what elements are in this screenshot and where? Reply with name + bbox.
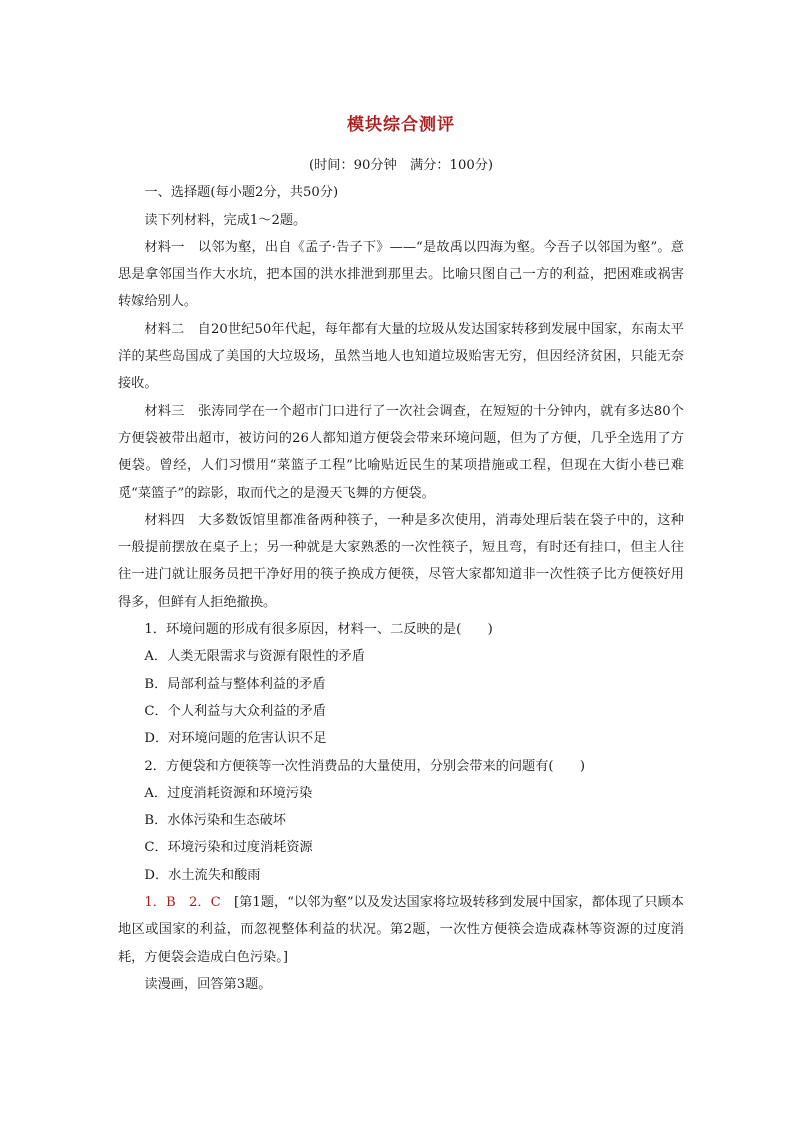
- question-two-option-c: C．环境污染和过度消耗资源: [144, 840, 313, 856]
- answer-explanation: [118, 889, 684, 971]
- question-two-option-a: A．过度消耗资源和环境污染: [144, 785, 313, 801]
- exam-meta: (时间：90分钟 满分：100分): [308, 158, 494, 173]
- material-three: 材料三 张涛同学在一个超市门口进行了一次社会调查，在短短的十分钟内，就有多达80个方便袋被带出超市，被访问的26人都知道方便袋会带来环境问题，但为了方便，几乎全选用了方便袋。曾经，人们习惯用“菜篮子工程”比喻贴近民生的某项措施或工程，但现在大街小巷已难觅“菜篮子”的踪影，取而代之的是漫天飞舞的方便袋。: [118, 403, 684, 501]
- question-one-option-a: A．人类无限需求与资源有限性的矛盾: [144, 649, 365, 665]
- question-one-option-c: C．个人利益与大众利益的矛盾: [144, 703, 326, 719]
- question-two-option-b: B．水体污染和生态破坏: [144, 813, 286, 829]
- instruction-text: 读下列材料，完成1～2题。: [144, 212, 307, 228]
- question-one-option-b: B．局部利益与整体利益的矛盾: [144, 676, 326, 692]
- material-four: 材料四 大多数饭馆里都准备两种筷子，一种是多次使用，消毒处理后装在袋子中的，这种一般提前摆放在桌子上；另一种就是大家熟悉的一次性筷子，短且弯，有时还有挂口，但主人往往一进门就让服务员把干净好用的筷子换成方便筷，尽管大家都知道非一次性筷子比方便筷好用得多，但鲜有人拒绝撤换。: [118, 512, 684, 610]
- question-one-stem: 1．环境问题的形成有很多原因，材料一、二反映的是( ): [144, 622, 493, 638]
- exam-page: [118, 110, 684, 998]
- question-two-option-d: D．水土流失和酸雨: [144, 867, 261, 883]
- question-two-stem: 2．方便袋和方便筷等一次性消费品的大量使用，分别会带来的问题有( ): [144, 758, 586, 774]
- material-two: 材料二 自20世纪50年代起，每年都有大量的垃圾从发达国家转移到发展中国家，东南太平洋的某些岛国成了美国的大垃圾场，虽然当地人也知道垃圾贻害无穷，但因经济贫困，只能无奈接收。: [118, 321, 684, 392]
- question-one-option-d: D．对环境问题的危害认识不足: [144, 731, 327, 747]
- answer-text: [第1题，“以邻为壑”以及发达国家将垃圾转移到发展中国家，都体现了只顾本地区或国家的利益，而忽视整体利益的状况。第2题，一次性方便筷会造成森林等资源的过度消耗，方便袋会造成白色污染。]: [118, 895, 684, 965]
- section-heading: 一、选择题(每小题2分，共50分): [144, 185, 339, 201]
- page-title: 模块综合测评: [347, 115, 455, 135]
- instruction-comic: 读漫画，回答第3题。: [144, 976, 272, 992]
- answer-key: 1．B 2．C: [144, 895, 221, 911]
- material-one: 材料一 以邻为壑，出自《孟子·告子下》——“是故禹以四海为壑。今吾子以邻国为壑”。意思是拿邻国当作大水坑，把本国的洪水排泄到那里去。比喻只图自己一方的利益，把困难或祸害转嫁给别人。: [118, 239, 684, 310]
